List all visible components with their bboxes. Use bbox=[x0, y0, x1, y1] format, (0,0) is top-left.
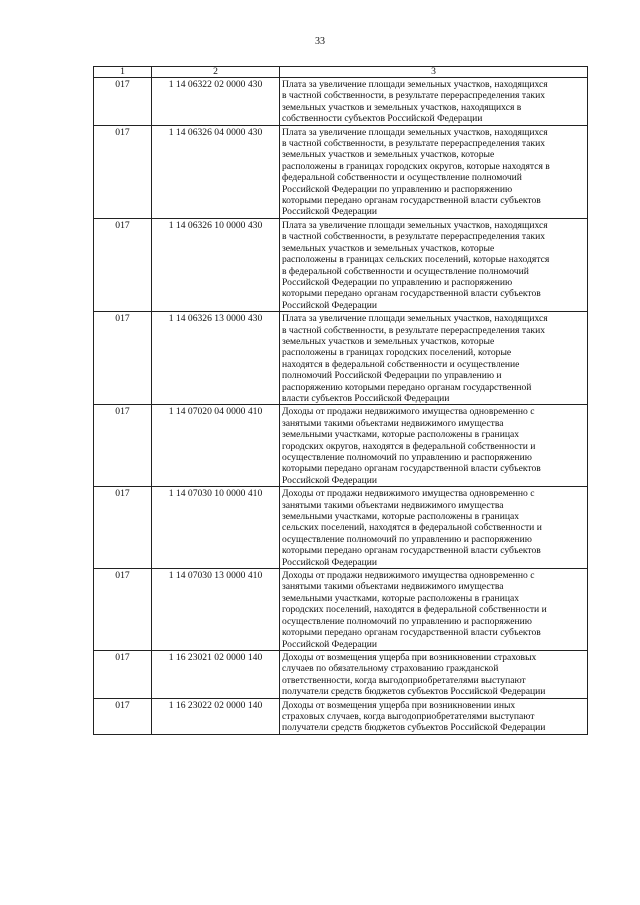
budget-code-cell: 1 14 06326 13 0000 430 bbox=[152, 312, 280, 405]
description-line: распоряжению которыми передано органам государственной bbox=[282, 381, 532, 393]
description-line: осуществление полномочий по управлению и распоряжению bbox=[282, 615, 532, 627]
description-line: земельных участков и земельных участков, находящихся в bbox=[282, 101, 522, 113]
description-line: которыми передано органам государственной власти субъектов bbox=[282, 627, 541, 639]
admin-code-cell: 017 bbox=[94, 569, 152, 651]
description-line: Доходы от продажи недвижимого имущества одновременно с bbox=[282, 406, 535, 418]
description-line: земельными участками, которые расположены в границах bbox=[282, 511, 520, 523]
description-line: ответственности, когда выгодоприобретателями выступают bbox=[282, 674, 526, 686]
description-line: расположены в границах городских округов, которые находятся в bbox=[282, 160, 550, 172]
description-line: Российской Федерации bbox=[282, 206, 377, 218]
description-cell bbox=[280, 569, 588, 651]
budget-code-cell: 1 14 06326 10 0000 430 bbox=[152, 218, 280, 311]
description-cell bbox=[280, 125, 588, 218]
table-row bbox=[94, 650, 588, 698]
description-cell bbox=[280, 218, 588, 311]
budget-code-cell: 1 14 07030 10 0000 410 bbox=[152, 487, 280, 569]
description-line: Российской Федерации bbox=[282, 556, 377, 568]
budget-code-cell: 1 14 06322 02 0000 430 bbox=[152, 78, 280, 126]
table-row bbox=[94, 405, 588, 487]
description-cell bbox=[280, 312, 588, 405]
description-line: власти субъектов Российской Федерации bbox=[282, 392, 450, 404]
description-line: осуществление полномочий по управлению и распоряжению bbox=[282, 533, 532, 545]
description-line: Доходы от возмещения ущерба при возникновении иных bbox=[282, 699, 516, 711]
description-line: осуществление полномочий по управлению и распоряжению bbox=[282, 452, 532, 463]
description-line: расположены в границах сельских поселений, которые находятся bbox=[282, 254, 550, 266]
description-line: земельных участков и земельных участков, которые bbox=[282, 335, 495, 347]
table-row bbox=[94, 569, 588, 651]
description-line: занятыми такими объектами недвижимого имущества bbox=[282, 499, 504, 511]
description-line: которыми передано органам государственной власти субъектов bbox=[282, 463, 541, 475]
description-line: Российской Федерации по управлению и распоряжению bbox=[282, 183, 513, 195]
description-line: собственности субъектов Российской Федерации bbox=[282, 113, 483, 125]
description-line: в частной собственности, в результате перераспределения таких bbox=[282, 138, 546, 150]
description-line: Плата за увеличение площади земельных участков, находящихся bbox=[282, 79, 548, 90]
admin-code-cell: 017 bbox=[94, 78, 152, 126]
description-line: Российской Федерации bbox=[282, 299, 377, 311]
description-line: земельных участков и земельных участков, которые bbox=[282, 242, 495, 254]
description-line: земельными участками, которые расположены в границах bbox=[282, 429, 520, 441]
table-row bbox=[94, 125, 588, 218]
budget-code-cell: 1 14 07030 13 0000 410 bbox=[152, 569, 280, 651]
table-body bbox=[94, 78, 588, 735]
description-cell bbox=[280, 405, 588, 487]
description-line: расположены в границах городских поселений, которые bbox=[282, 347, 512, 359]
description-line: занятыми такими объектами недвижимого имущества bbox=[282, 417, 504, 429]
description-line: находятся в федеральной собственности и осуществление bbox=[282, 358, 520, 370]
description-line: в частной собственности, в результате перераспределения таких bbox=[282, 231, 546, 243]
description-line: Доходы от возмещения ущерба при возникновении страховых bbox=[282, 651, 537, 663]
admin-code-cell: 017 bbox=[94, 487, 152, 569]
description-line: Плата за увеличение площади земельных участков, находящихся bbox=[282, 126, 548, 138]
description-line: земельных участков и земельных участков, которые bbox=[282, 149, 495, 161]
admin-code-cell: 017 bbox=[94, 650, 152, 698]
description-line: занятыми такими объектами недвижимого имущества bbox=[282, 581, 504, 593]
description-cell bbox=[280, 78, 588, 126]
header-col-1: 1 bbox=[94, 67, 152, 78]
header-col-3: 3 bbox=[280, 67, 588, 78]
description-line: получатели средств бюджетов субъектов Российской Федерации bbox=[282, 722, 546, 734]
description-line: получатели средств бюджетов субъектов Российской Федерации bbox=[282, 686, 546, 698]
table-header-row bbox=[94, 67, 588, 78]
description-line: в частной собственности, в результате перераспределения таких bbox=[282, 90, 546, 102]
description-line: случаев по обязательному страхованию гражданской bbox=[282, 663, 499, 675]
admin-code-cell: 017 bbox=[94, 405, 152, 487]
description-line: которыми передано органам государственной власти субъектов bbox=[282, 195, 541, 207]
description-line: Доходы от продажи недвижимого имущества одновременно с bbox=[282, 570, 535, 582]
admin-code-cell: 017 bbox=[94, 218, 152, 311]
budget-code-cell: 1 14 06326 04 0000 430 bbox=[152, 125, 280, 218]
description-line: Плата за увеличение площади земельных участков, находящихся bbox=[282, 219, 548, 231]
description-line: которыми передано органам государственной власти субъектов bbox=[282, 288, 541, 300]
admin-code-cell: 017 bbox=[94, 698, 152, 734]
budget-code-cell: 1 14 07020 04 0000 410 bbox=[152, 405, 280, 487]
description-line: страховых случаев, когда выгодоприобретателями выступают bbox=[282, 710, 535, 722]
table-row bbox=[94, 78, 588, 126]
description-line: полномочий Российской Федерации по управлению и bbox=[282, 370, 502, 382]
header-col-2: 2 bbox=[152, 67, 280, 78]
description-line: в федеральной собственности и осуществление полномочий bbox=[282, 265, 529, 277]
description-line: городских округов, находятся в федеральной собственности и bbox=[282, 440, 536, 452]
page-number: 33 bbox=[315, 36, 325, 47]
description-cell bbox=[280, 698, 588, 734]
description-line: сельских поселений, находятся в федеральной собственности и bbox=[282, 522, 542, 534]
description-line: которыми передано органам государственной власти субъектов bbox=[282, 545, 541, 557]
description-line: федеральной собственности и осуществление полномочий bbox=[282, 172, 522, 184]
table-row bbox=[94, 487, 588, 569]
description-line: земельными участками, которые расположены в границах bbox=[282, 592, 520, 604]
table-row bbox=[94, 698, 588, 734]
revenue-codes-table bbox=[93, 66, 588, 735]
description-line: Доходы от продажи недвижимого имущества одновременно с bbox=[282, 488, 535, 500]
description-line: в частной собственности, в результате перераспределения таких bbox=[282, 324, 546, 336]
admin-code-cell: 017 bbox=[94, 312, 152, 405]
description-line: Российской Федерации по управлению и распоряжению bbox=[282, 276, 513, 288]
description-line: Российской Федерации bbox=[282, 474, 377, 486]
description-cell bbox=[280, 650, 588, 698]
admin-code-cell: 017 bbox=[94, 125, 152, 218]
description-cell bbox=[280, 487, 588, 569]
description-line: Плата за увеличение площади земельных участков, находящихся bbox=[282, 313, 548, 325]
table-row bbox=[94, 312, 588, 405]
description-line: городских поселений, находятся в федеральной собственности и bbox=[282, 604, 547, 616]
table-row bbox=[94, 218, 588, 311]
budget-code-cell: 1 16 23022 02 0000 140 bbox=[152, 698, 280, 734]
budget-code-cell: 1 16 23021 02 0000 140 bbox=[152, 650, 280, 698]
description-line: Российской Федерации bbox=[282, 638, 377, 650]
